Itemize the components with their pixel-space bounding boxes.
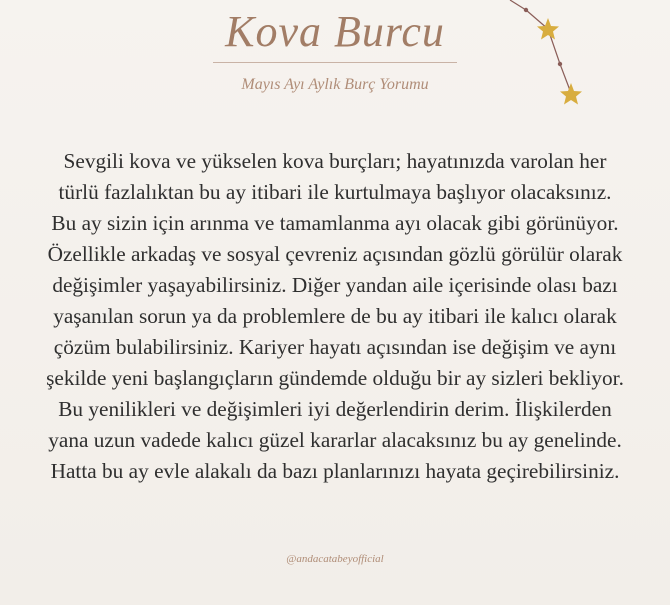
title-divider — [213, 62, 457, 63]
text-line: türlü fazlalıktan bu ay itibari ile kurtulmaya başlıyor olacaksınız. — [58, 180, 612, 204]
text-line: çözüm bulabilirsiniz. Kariyer hayatı açısından ise değişim ve aynı — [53, 335, 617, 359]
page-subtitle: Mayıs Ayı Aylık Burç Yorumu — [241, 76, 429, 93]
author-handle: @andacatabeyofficial — [286, 553, 384, 565]
text-line: değişimler yaşayabilirsiniz. Diğer yandan aile içerisinde olası bazı — [52, 273, 618, 297]
text-line: yaşanılan sorun ya da problemlere de bu ay itibari ile kalıcı olarak — [53, 304, 617, 328]
text-line: Özellikle arkadaş ve sosyal çevreniz açısından gözlü görülür olarak — [47, 242, 623, 266]
text-line: Bu ay sizin için arınma ve tamamlanma ayı olacak gibi görünüyor. — [51, 211, 619, 235]
text-line: Bu yenilikleri ve değişimleri iyi değerlendirin derim. İlişkilerden — [58, 397, 612, 421]
text-line: Hatta bu ay evle alakalı da bazı planlarınızı hayata geçirebilirsiniz. — [50, 459, 620, 483]
page-title: Kova Burcu — [225, 7, 445, 56]
text-line: şekilde yeni başlangıçların gündemde olduğu bir ay sizleri bekliyor. — [46, 366, 624, 390]
text-line: yana uzun vadede kalıcı güzel kararlar alacaksınız bu ay genelinde. — [48, 428, 622, 452]
text-line: Sevgili kova ve yükselen kova burçları; hayatınızda varolan her — [63, 149, 607, 173]
horoscope-text — [10, 146, 660, 487]
